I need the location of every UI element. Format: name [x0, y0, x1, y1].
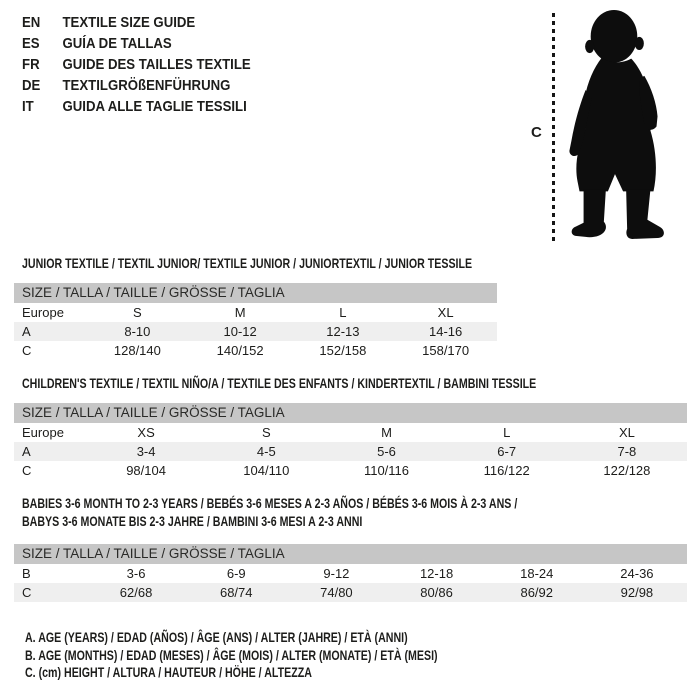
table-cell: 12-13 [326, 324, 360, 339]
table-cell: 158/170 [422, 343, 470, 358]
section-heading: CHILDREN'S TEXTILE / TEXTIL NIÑO/A / TEXTILE DES ENFANTS / KINDERTEXTIL / BAMBINI TESSILE [22, 375, 537, 391]
row-label: A [22, 444, 31, 459]
language-label: TEXTILGRÖßENFÜHRUNG [62, 77, 231, 94]
row-label: Europe [22, 305, 64, 320]
language-code: IT [22, 98, 34, 115]
height-measure-dashed-line-icon [552, 13, 555, 244]
section-heading-line-1: BABIES 3-6 MONTH TO 2-3 YEARS / BEBÉS 3-6 MESES A 2-3 AÑOS / BÉBÉS 3-6 MOIS À 2-3 ANS / [22, 495, 518, 511]
table-row [14, 442, 687, 461]
table-header-bar: SIZE / TALLA / TAILLE / GRÖSSE / TAGLIA [14, 283, 497, 303]
table-cell: 98/104 [126, 463, 166, 478]
table-cell: 110/116 [363, 463, 410, 478]
table-cell: 12-18 [419, 566, 454, 581]
table-cell: 116/122 [483, 463, 530, 478]
table-row [14, 322, 497, 341]
table-cell: 122/128 [603, 463, 651, 478]
toddler-silhouette-icon [562, 9, 670, 242]
row-label: Europe [22, 425, 64, 440]
junior-size-table [14, 283, 497, 360]
table-cell: 6-7 [497, 444, 517, 459]
table-row [14, 461, 687, 480]
table-cell: 24-36 [620, 566, 654, 581]
table-cell: 80/86 [420, 585, 453, 600]
table-cell: L [503, 425, 511, 440]
legend-note-c: C. (cm) HEIGHT / ALTURA / HAUTEUR / HÖHE / ALTEZZA [25, 664, 312, 680]
table-cell: 68/74 [219, 585, 253, 600]
legend-notes [25, 629, 568, 682]
section-heading-line-2: BABYS 3-6 MONATE BIS 2-3 JAHRE / BAMBINI 3-6 MESI A 2-3 ANNI [22, 513, 363, 529]
row-label: C [22, 585, 32, 600]
table-row [14, 583, 687, 602]
table-cell: 3-6 [126, 566, 146, 581]
table-cell: 140/152 [216, 343, 264, 358]
table-cell: 4-5 [256, 444, 276, 459]
row-label: B [22, 566, 31, 581]
section-heading: JUNIOR TEXTILE / TEXTIL JUNIOR/ TEXTILE JUNIOR / JUNIORTEXTIL / JUNIOR TESSILE [22, 255, 473, 271]
section-childrens-textile [14, 375, 687, 480]
table-cell: 86/92 [520, 585, 554, 600]
babies-size-table [14, 544, 687, 602]
table-cell: XS [137, 425, 155, 440]
table-cell: 128/140 [113, 343, 161, 358]
table-header-bar: SIZE / TALLA / TAILLE / GRÖSSE / TAGLIA [14, 544, 687, 564]
table-cell: 104/110 [243, 463, 290, 478]
table-row [14, 564, 687, 583]
section-heading-block [14, 494, 687, 530]
table-cell: 9-12 [323, 566, 350, 581]
table-cell: 62/68 [119, 585, 153, 600]
table-cell: 14-16 [429, 324, 463, 339]
table-row [14, 341, 497, 360]
table-cell: 92/98 [620, 585, 654, 600]
childrens-size-table [14, 403, 687, 480]
row-label: C [22, 463, 32, 478]
language-label: GUIDE DES TAILLES TEXTILE [62, 56, 251, 73]
table-row [14, 423, 687, 442]
language-code: EN [22, 14, 41, 31]
legend-note-b: B. AGE (MONTHS) / EDAD (MESES) / ÂGE (MOIS) / ALTER (MONATE) / ETÀ (MESI) [25, 646, 438, 663]
table-header-bar: SIZE / TALLA / TAILLE / GRÖSSE / TAGLIA [14, 403, 687, 423]
table-cell: M [381, 425, 392, 440]
language-label: GUIDA ALLE TAGLIE TESSILI [62, 98, 247, 115]
table-cell: XL [437, 305, 454, 320]
section-babies-textile [14, 494, 687, 602]
table-cell: 3-4 [136, 444, 156, 459]
table-cell: 74/80 [320, 585, 353, 600]
language-code: DE [22, 77, 41, 94]
height-measure-label: C [531, 124, 542, 141]
table-cell: 10-12 [223, 324, 257, 339]
table-cell: 152/158 [319, 343, 367, 358]
table-cell: 7-8 [617, 444, 637, 459]
section-junior-textile [14, 255, 497, 360]
table-row [14, 303, 497, 322]
table-cell: 6-9 [226, 566, 246, 581]
table-cell: XL [618, 425, 635, 440]
language-label: GUÍA DE TALLAS [62, 35, 172, 52]
language-label: TEXTILE SIZE GUIDE [62, 14, 196, 31]
row-label: A [22, 324, 31, 339]
language-code: FR [22, 56, 40, 73]
table-cell: L [339, 305, 347, 320]
legend-note-a: A. AGE (YEARS) / EDAD (AÑOS) / ÂGE (ANS) / ALTER (JAHRE) / ETÀ (ANNI) [25, 629, 408, 645]
table-cell: 18-24 [520, 566, 554, 581]
language-code: ES [22, 35, 40, 52]
table-cell: 8-10 [124, 324, 151, 339]
table-cell: 5-6 [377, 444, 396, 459]
child-height-figure [0, 0, 700, 250]
table-cell: M [234, 305, 246, 320]
table-cell: S [133, 305, 142, 320]
row-label: C [22, 343, 32, 358]
table-cell: S [261, 425, 271, 440]
